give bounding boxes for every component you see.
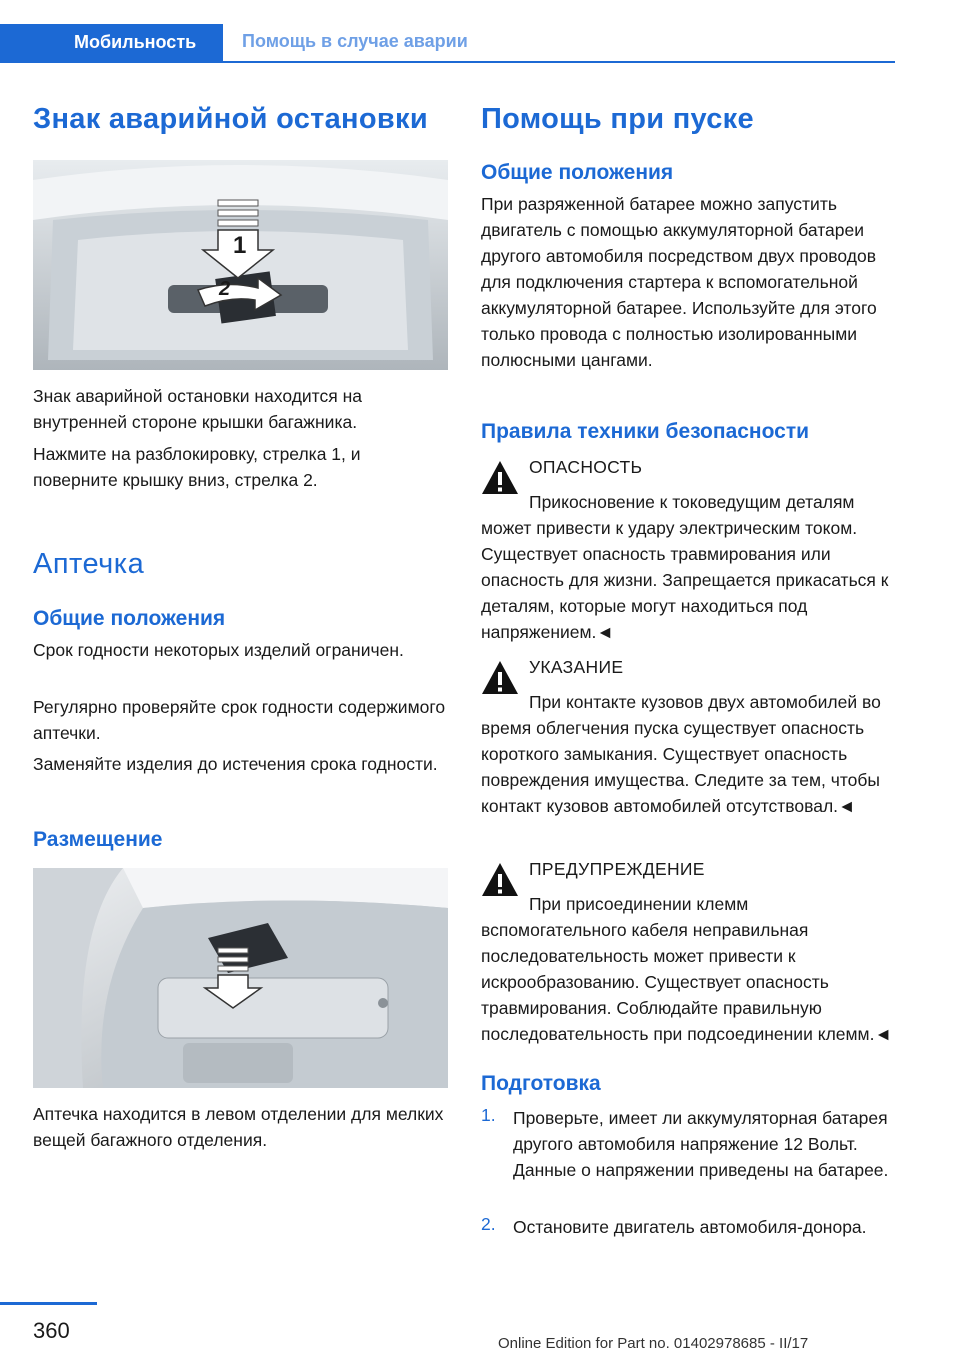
section-title-jump-start: Помощь при пуске xyxy=(481,103,754,135)
paragraph: Нажмите на разблокировку, стрелка 1, и поверните крышку вниз, стрелка 2. xyxy=(33,444,361,490)
section-title-warning-triangle: Знак аварийной остановки xyxy=(33,103,428,135)
subsection-title-location: Размещение xyxy=(33,828,163,851)
page-header xyxy=(0,0,960,64)
step-number: 2. xyxy=(481,1214,496,1234)
footer-divider xyxy=(0,1302,97,1305)
step-text: Проверьте, имеет ли аккумуляторная батарея другого автомобиля напряжение 12 Вольт. Данные о напряжении приведены на батарее. xyxy=(513,1108,889,1180)
subsection-title-safety: Правила техники безопасности xyxy=(481,420,810,443)
subsection-title-general: Общие положения xyxy=(33,607,226,630)
callout-2: 2 xyxy=(219,278,231,300)
callout-1: 1 xyxy=(233,232,247,259)
illustration-trunk-compartment xyxy=(33,868,448,1088)
paragraph: Срок годности некоторых изделий ограничен. xyxy=(33,640,404,660)
warning-text: При присоединении клемм вспомогательного кабеля неправильная последовательность может привести к искрообразованию. Существует опасность травмирования. Соблюдайте правильную последовательность при подсоединении клемм.◄ xyxy=(481,894,892,1044)
warning-title-danger: ОПАСНОСТЬ xyxy=(529,457,643,477)
subsection-title-preparation: Подготовка xyxy=(481,1072,601,1095)
step-text: Остановите двигатель автомобиля-донора. xyxy=(513,1217,867,1237)
paragraph: Регулярно проверяйте срок годности содержимого аптечки. xyxy=(33,697,446,743)
warning-title-notice: УКАЗАНИЕ xyxy=(529,657,624,677)
paragraph: Знак аварийной остановки находится на внутренней стороне крышки багажника. xyxy=(33,386,362,432)
page-number: 360 xyxy=(33,1318,70,1343)
subsection-title-general: Общие положения xyxy=(481,161,674,184)
warning-title-caution: ПРЕДУПРЕЖДЕНИЕ xyxy=(529,859,705,879)
header-divider xyxy=(0,61,895,63)
footer-edition: Online Edition for Part no. 01402978685 - II/17 xyxy=(498,1335,809,1352)
header-tab-mobility-label: Мобильность xyxy=(74,32,197,52)
paragraph: При разряженной батарее можно запустить двигатель с помощью аккумуляторной батареи другого автомобиля посредством двух проводов для подключения стартера к вспомогательной аккумуляторной батарее. Используйте для этого только провода с полностью изолированными полюсными цангами. xyxy=(481,194,877,370)
header-tab-mobility[interactable] xyxy=(0,24,223,62)
step-number: 1. xyxy=(481,1105,496,1125)
paragraph: Заменяйте изделия до истечения срока годности. xyxy=(33,754,438,774)
paragraph: Аптечка находится в левом отделении для мелких вещей багажного отделения. xyxy=(33,1104,444,1150)
header-tab-emergency[interactable]: Помощь в случае аварии xyxy=(242,31,468,51)
illustration-trunk-lid xyxy=(33,160,448,370)
section-title-first-aid: Аптечка xyxy=(33,548,145,580)
warning-text: При контакте кузовов двух автомобилей во время облегчения пуска существует опасность короткого замыкания. Существует опасность повреждения имущества. Следите за тем, чтобы контакт кузовов автомобилей отсутствовал.◄ xyxy=(481,692,881,816)
warning-text: Прикосновение к токоведущим деталям может привести к удару электрическим током. Существует опасность травмирования или опасность для жизни. Запрещается прикасаться к деталям, которые могут находиться под напряжением.◄ xyxy=(481,492,889,642)
